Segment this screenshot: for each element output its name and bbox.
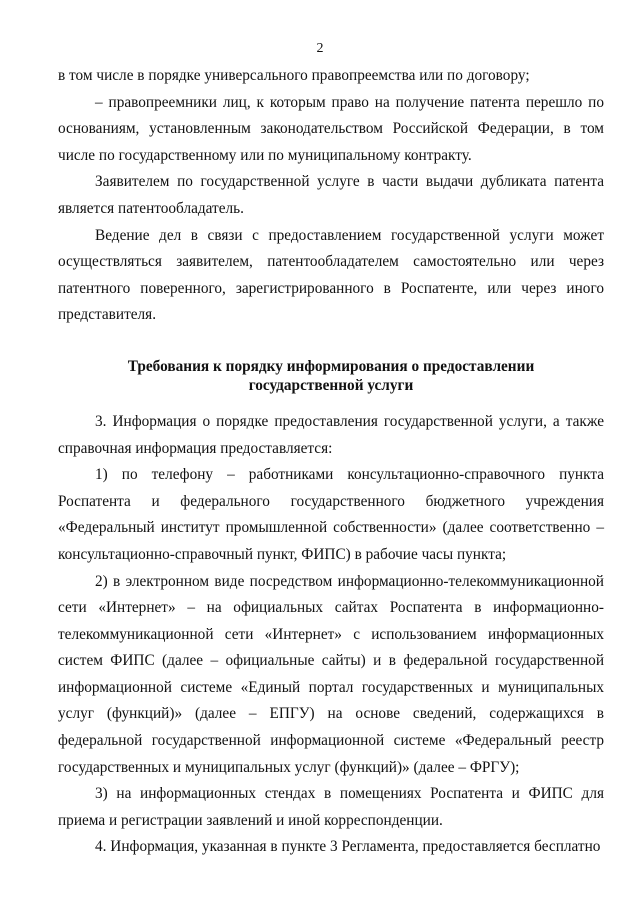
paragraph-item-4: 4. Информация, указанная в пункте 3 Регламента, предоставляется бесплатно [95,838,601,856]
paragraph-successors: – правопреемники лиц, к которым право на получение патента перешло по основаниям, установленным законодательством Российской Федерации, в том числе по государственному или по муниципальному контракту. [58,93,604,164]
section-heading-line-1: Требования к порядку информирования о предоставлении [127,357,535,375]
document-body [58,63,604,861]
section-heading [58,357,604,395]
paragraph-item-3-1: 1) по телефону – работниками консультационно-справочного пункта Роспатента и федерального государственного бюджетного учреждения «Федеральный институт промышленной собственности» (далее соответственно – консультационно-справочный пункт, ФИПС) в рабочие часы пункта; [58,466,604,563]
section-heading-line-2: государственной услуги [248,376,414,394]
paragraph-duplicate-applicant: Заявителем по государственной услуге в части выдачи дубликата патента является патентообладатель. [58,173,604,217]
paragraph-item-3-2: 2) в электронном виде посредством информационно-телекоммуникационной сети «Интернет» – на официальных сайтах Роспатента в информационно-телекоммуникационной сети «Интернет» с использованием информационных систем ФИПС (далее – официальные сайты) и в федеральной государственной информационной системе «Единый портал государственных и муниципальных услуг (функций)» (далее – ЕПГУ) на основе сведений, содержащихся в федеральной государственной информационной системе «Федеральный реестр государственных и муниципальных услуг (функций)» (далее – ФРГУ); [58,572,604,776]
paragraph-continuation: в том числе в порядке универсального правопреемства или по договору; [58,67,530,84]
paragraph-representation: Ведение дел в связи с предоставлением государственной услуги может осуществляться заявителем, патентообладателем самостоятельно или через патентного поверенного, зарегистрированного в Роспатенте, или через иного представителя. [58,226,604,324]
paragraph-item-3-3: 3) на информационных стендах в помещениях Роспатента и ФИПС для приема и регистрации заявлений и иной корреспонденции. [58,785,604,829]
paragraph-item-3: 3. Информация о порядке предоставления государственной услуги, а также справочная информация предоставляется: [58,412,604,457]
page-number: 2 [316,41,324,56]
